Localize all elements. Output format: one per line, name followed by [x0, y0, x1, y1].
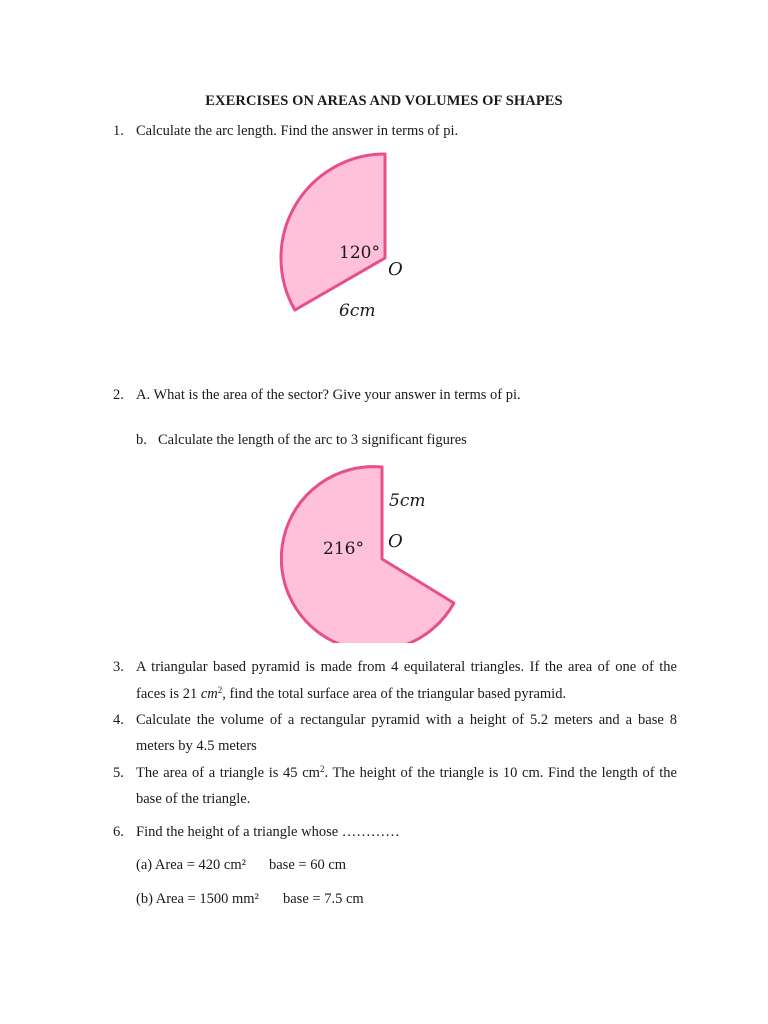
q2-sector-shape	[281, 467, 454, 643]
q2-b-text: Calculate the length of the arc to 3 significant figures	[158, 432, 467, 448]
q3-line1: A triangular based pyramid is made from 4 equilateral triangles. If the area of one of the	[136, 659, 677, 675]
page-title: EXERCISES ON AREAS AND VOLUMES OF SHAPES	[205, 93, 563, 109]
q2-number: 2.	[113, 387, 124, 403]
q6-a-base: base = 60 cm	[269, 857, 347, 873]
q6-text: Find the height of a triangle whose …………	[136, 824, 400, 840]
q5-unit-exponent: 2	[319, 764, 325, 774]
q3-line2-pre: faces is 21	[136, 686, 198, 702]
q5-number: 5.	[113, 765, 124, 781]
q5-line1-pre: The area of a triangle is 45 cm	[136, 765, 320, 781]
q5-line2: base of the triangle.	[136, 791, 251, 807]
q3-line2-post: , find the total surface area of the triangular based pyramid.	[222, 686, 567, 702]
q1-text: Calculate the arc length. Find the answer in terms of pi.	[136, 123, 459, 139]
q1-angle-label: 120°	[339, 243, 380, 263]
q2-b-label: b.	[136, 432, 147, 448]
q6-b-base: base = 7.5 cm	[283, 891, 364, 907]
q6-b-area: (b) Area = 1500 mm²	[136, 891, 259, 907]
q3-line2	[136, 685, 566, 703]
q6-number: 6.	[113, 824, 124, 840]
q5-line1	[136, 764, 677, 782]
q5-line1-post: . The height of the triangle is 10 cm. Find the length of the	[324, 765, 677, 781]
q2-angle-label: 216°	[323, 539, 364, 559]
q2-sector-figure	[280, 458, 465, 643]
q2-radius-label: 5cm	[389, 491, 426, 511]
q2-a-text: A. What is the area of the sector? Give your answer in terms of pi.	[136, 387, 521, 403]
q4-line2: meters by 4.5 meters	[136, 738, 257, 754]
q1-radius-label: 6cm	[339, 301, 376, 321]
q4-number: 4.	[113, 712, 124, 728]
q1-center-label: O	[388, 259, 403, 280]
q4-line1: Calculate the volume of a rectangular pyramid with a height of 5.2 meters and a base 8	[136, 712, 677, 728]
q3-unit: cm	[200, 686, 218, 702]
q2-center-label: O	[388, 531, 403, 552]
q1-number: 1.	[113, 123, 124, 139]
q6-a-area: (a) Area = 420 cm²	[136, 857, 246, 873]
q3-number: 3.	[113, 659, 124, 675]
q1-sector-shape	[281, 154, 385, 310]
q3-unit-exponent: 2	[217, 685, 223, 695]
